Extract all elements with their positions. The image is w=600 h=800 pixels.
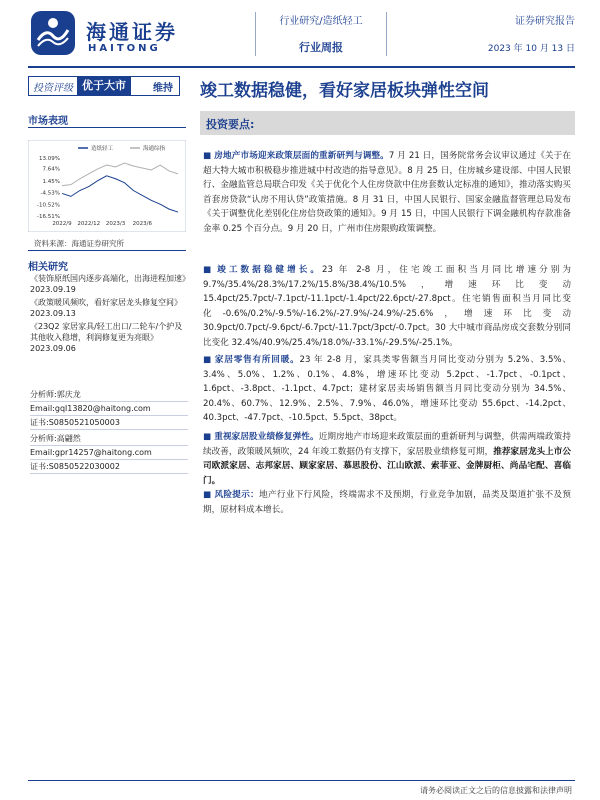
key-points-heading: 投资要点: bbox=[206, 118, 255, 131]
analyst-cert: 证书:S0850522030002 bbox=[30, 460, 188, 474]
bullet-icon: ■ bbox=[203, 432, 212, 442]
y-tick-label: -10.52% bbox=[37, 202, 60, 209]
header-right bbox=[460, 12, 575, 54]
footer-rule bbox=[28, 780, 575, 781]
report-label: 证券研究报告 bbox=[515, 16, 575, 27]
key-point-reco: 推荐家居龙头上市公司欧派家居、志邦家居、顾家家居、慕思股份、江山欧派、索菲亚、金牌厨柜、尚品宅配、喜临门。 bbox=[203, 446, 571, 486]
x-tick-label: 2022/9 bbox=[52, 221, 72, 227]
related-date: 2023.09.13 bbox=[30, 309, 76, 318]
key-point-body: 近期房地产市场迎来政策层面的重新研判与调整，供需两端政策持续改善，政策暖风频吹，24 年竣工数据仍有支撑下，家居股业绩修复可期， bbox=[203, 432, 571, 457]
analyst-email[interactable]: Email:gpr14257@haitong.com bbox=[30, 446, 188, 460]
analyst-name: 分析师:高翩然 bbox=[30, 432, 188, 446]
x-tick-label: 2022/12 bbox=[77, 221, 101, 227]
market-heading: 市场表现 bbox=[28, 116, 68, 127]
legend-label: 造纸轻工 bbox=[91, 146, 114, 152]
key-point-4 bbox=[203, 430, 571, 488]
related-title[interactable]: 《装饰原纸国内逐步高端化，出海进程加速》 bbox=[30, 274, 190, 283]
header-divider bbox=[386, 12, 387, 56]
header-rule bbox=[28, 66, 575, 68]
rating-action: 维持 bbox=[153, 82, 173, 94]
bullet-icon: ■ bbox=[203, 490, 212, 500]
x-tick-label: 2023/6 bbox=[132, 221, 152, 227]
section-rule bbox=[28, 127, 186, 128]
key-point-body: 23 年 2-8 月，家具类零售额当月同比变动分别为 5.2%、3.5%、3.4%、5.0%、1.2%、0.1%、4.8%，增速环比变动 5.2pct、-1.7pct、-0.1pct、1.6pct、-3.8pct、-1.1pct、4.7pct；建材家居卖场销售额当月同比变动分别为 34.5%、20.4%、60.7%、12.9%、2.5%、7.9%、46.0%，增速环比变动 55.6pct、-14.2pct、40.3pct、-47.7pct、-10.5pct、5.5pct、38pct。 bbox=[203, 355, 571, 424]
key-point-head: 竣工数据稳健增长。 bbox=[217, 265, 323, 275]
analyst-email[interactable]: Email:gql13820@haitong.com bbox=[30, 402, 188, 416]
related-item[interactable] bbox=[30, 321, 188, 354]
key-points-bar bbox=[200, 111, 575, 135]
market-chart bbox=[28, 140, 186, 232]
related-title[interactable]: 《23Q2 家居家具/轻工出口/二轮车/个护及其他收入稳增，利润修复更为亮眼》 bbox=[30, 322, 183, 342]
x-tick-label: 2023/3 bbox=[105, 221, 126, 227]
haitong-logo-icon bbox=[30, 10, 76, 56]
rating-value: 优于大市 bbox=[77, 77, 131, 95]
legend-label: 海通综指 bbox=[143, 146, 166, 152]
key-point-1 bbox=[203, 149, 571, 237]
y-tick-label: -16.51% bbox=[37, 214, 60, 220]
bullet-icon: ■ bbox=[203, 355, 212, 365]
related-heading: 相关研究 bbox=[28, 262, 68, 273]
report-type: 行业周报 bbox=[299, 41, 343, 54]
analyst-block bbox=[30, 432, 188, 474]
analyst-name: 分析师:郭庆龙 bbox=[30, 388, 188, 402]
key-point-body: 7 月 21 日，国务院常务会议审议通过《关于在超大特大城市积极稳步推进城中村改造的指导意见》。8 月 25 日，住房城乡建设部、中国人民银行、金融监管总局联合印发《关于优化个人住房贷款中住房套数认定标准的通知》，推动落实购买首套房贷款“认房不用认贷”政策措施。8 月 31 日，中国人民银行、国家金融监督管理总局发布《关于调整优化差别化住房信贷政策的通知》。9 月 15 日，中国人民银行下调金融机构存款准备金率 0.25 个百分点。9 月 20 日，广州市住房限购政策调整。 bbox=[203, 151, 571, 234]
y-tick-label: 1.45% bbox=[42, 178, 60, 185]
bullet-icon: ■ bbox=[203, 265, 215, 275]
related-date: 2023.09.06 bbox=[30, 344, 76, 353]
related-item[interactable] bbox=[30, 273, 188, 295]
chart-source: 资料来源：海通证券研究所 bbox=[34, 239, 124, 248]
report-category: 行业研究/造纸轻工 bbox=[279, 16, 363, 27]
y-tick-label: 7.64% bbox=[42, 166, 60, 173]
report-date: 2023 年 10 月 13 日 bbox=[487, 44, 575, 54]
key-point-head: 家居零售有所回暖。 bbox=[214, 355, 300, 365]
series-line-1 bbox=[62, 163, 178, 186]
rating-box bbox=[28, 76, 180, 96]
header-divider bbox=[255, 12, 256, 56]
related-item[interactable] bbox=[30, 297, 188, 319]
header-center bbox=[262, 12, 380, 55]
page-title: 竣工数据稳健，看好家居板块弹性空间 bbox=[200, 81, 489, 101]
analyst-cert: 证书:S0850521050003 bbox=[30, 416, 188, 430]
related-date: 2023.09.19 bbox=[30, 285, 76, 294]
key-point-body: 23 年 2-8 月，住宅竣工面积当月同比增速分别为 9.7%/35.4%/28.3%/17.2%/15.8%/38.4%/10.5%，增速环比变动 15.4pct/25.7pct/-7.1pct/-11.1pct/-1.4pct/22.6pct/-27.8pct。住宅销售面积当月同比变化-0.6%/0.2%/-9.5%/-16.2%/-27.9%/-24.9%/-25.6%，增速环比变动 30.9pct/0.7pct/-9.6pct/-6.7pct/-11.7pct/3pct/-0.7pct。30 大中城市商品房成交套数分别同比变化 32.4%/40.9%/25.4%/18.0%/-33.1%/-29.5%/-25.1%。 bbox=[203, 265, 571, 348]
related-list bbox=[30, 273, 188, 356]
related-title[interactable]: 《政策暖风频吹，看好家居龙头修复空间》 bbox=[30, 298, 182, 307]
section-rule bbox=[28, 250, 186, 251]
key-point-body: 地产行业下行风险，终端需求不及预期，行业竞争加剧，品类及渠道扩张不及预期，原材料成本增长。 bbox=[203, 490, 571, 515]
series-line-0 bbox=[62, 176, 178, 212]
y-tick-label: -4.53% bbox=[40, 190, 60, 197]
key-point-head: 重视家居股业绩修复弹性。 bbox=[214, 432, 319, 442]
company-logo bbox=[30, 8, 220, 60]
key-point-2 bbox=[203, 263, 571, 351]
key-point-3 bbox=[203, 353, 571, 426]
logo-cn-text: 海通证券 bbox=[86, 20, 178, 44]
analyst-block bbox=[30, 388, 188, 430]
market-chart-svg bbox=[28, 140, 186, 232]
bullet-icon: ■ bbox=[203, 151, 212, 161]
key-point-head: 房地产市场迎来政策层面的重新研判与调整。 bbox=[214, 151, 389, 161]
key-point-head: 风险提示： bbox=[214, 490, 260, 500]
rating-label: 投资评级 bbox=[33, 82, 73, 94]
key-point-5 bbox=[203, 488, 571, 517]
logo-en-text: HAITONG bbox=[88, 43, 161, 54]
footer-disclaimer: 请务必阅读正文之后的信息披露和法律声明 bbox=[420, 786, 572, 795]
y-tick-label: 13.09% bbox=[39, 156, 60, 162]
